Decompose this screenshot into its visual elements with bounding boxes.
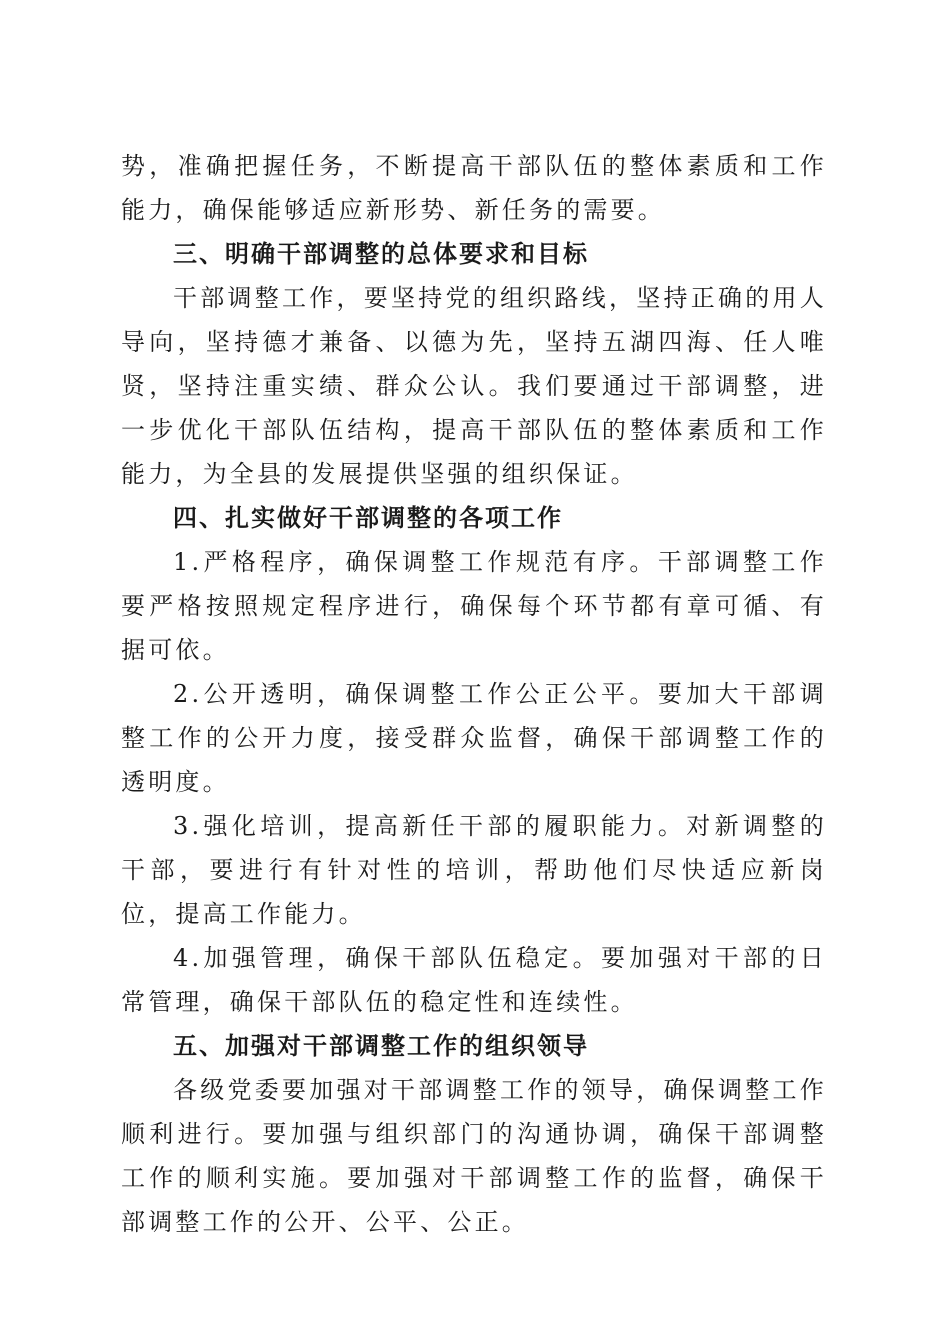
section-4-heading: 四、扎实做好干部调整的各项工作 [173, 504, 563, 532]
section-4-item-1: 1.严格程序，确保调整工作规范有序。干部调整工作要严格按照规定程序进行，确保每个环节都有章可循、有据可依。 [121, 548, 827, 664]
section-4-item-4: 4.加强管理，确保干部队伍稳定。要加强对干部的日常管理，确保干部队伍的稳定性和连续性。 [121, 944, 827, 1016]
section-5-paragraph: 各级党委要加强对干部调整工作的领导，确保调整工作顺利进行。要加强与组织部门的沟通协调，确保干部调整工作的顺利实施。要加强对干部调整工作的监督，确保干部调整工作的公开、公平、公正。 [121, 1076, 827, 1236]
document-body [121, 144, 827, 1244]
section-5-heading: 五、加强对干部调整工作的组织领导 [173, 1032, 589, 1060]
continuation-paragraph: 势，准确把握任务，不断提高干部队伍的整体素质和工作能力，确保能够适应新形势、新任务的需要。 [121, 152, 827, 224]
section-3-heading: 三、明确干部调整的总体要求和目标 [173, 240, 589, 268]
section-4-item-3: 3.强化培训，提高新任干部的履职能力。对新调整的干部，要进行有针对性的培训，帮助他们尽快适应新岗位，提高工作能力。 [121, 812, 827, 928]
section-4-item-2: 2.公开透明，确保调整工作公正公平。要加大干部调整工作的公开力度，接受群众监督，确保干部调整工作的透明度。 [121, 680, 827, 796]
section-3-paragraph: 干部调整工作，要坚持党的组织路线，坚持正确的用人导向，坚持德才兼备、以德为先，坚持五湖四海、任人唯贤，坚持注重实绩、群众公认。我们要通过干部调整，进一步优化干部队伍结构，提高干部队伍的整体素质和工作能力，为全县的发展提供坚强的组织保证。 [121, 284, 827, 488]
